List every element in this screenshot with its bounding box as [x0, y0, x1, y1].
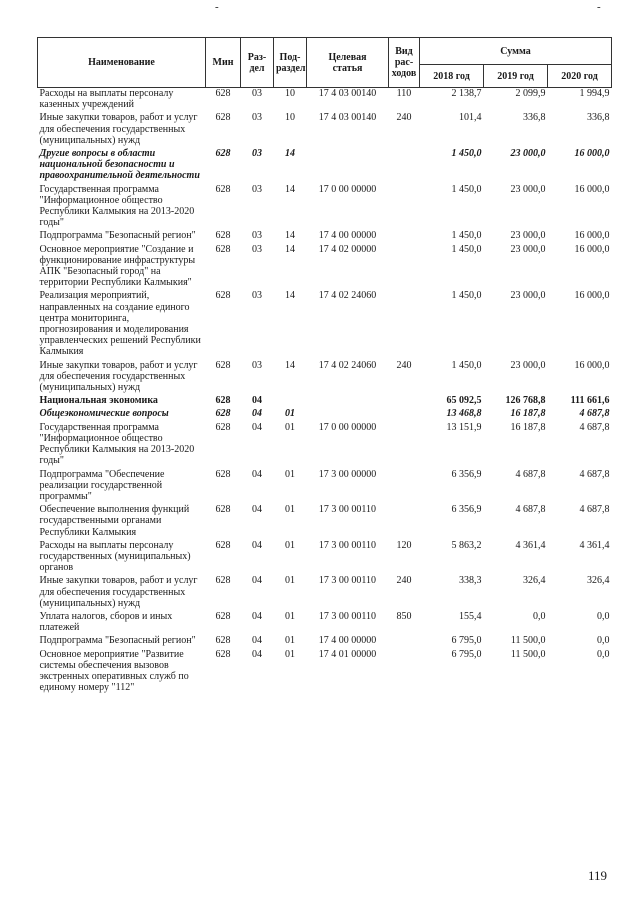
vid-cell: 850 [396, 610, 412, 622]
min-cell: 628 [215, 504, 231, 516]
sum-2020-cell: 16 000,0 [574, 148, 610, 160]
sum-2018-cell: 1 450,0 [451, 230, 482, 242]
sum-2020-cell: 336,8 [587, 112, 610, 124]
sum-2019-cell: 11 500,0 [510, 635, 546, 647]
table-row [38, 649, 612, 696]
target-cell: 17 3 00 00000 [318, 468, 377, 480]
razdel-cell: 03 [252, 290, 262, 302]
sum-2019-cell: 126 768,8 [505, 395, 546, 407]
min-cell: 628 [215, 575, 231, 587]
sum-2018-cell: 5 863,2 [451, 539, 482, 551]
sum-2020-cell: 16 000,0 [574, 183, 610, 195]
name-cell: Другие вопросы в области национальной безопасности и правоохранительной деятельности [39, 148, 200, 182]
name-cell: Общеэкономические вопросы [39, 408, 169, 420]
sum-2018-cell: 1 450,0 [451, 243, 482, 255]
target-cell: 17 4 02 24060 [318, 290, 377, 302]
name-cell: Основное мероприятие "Развитие системы обеспечения вызовов экстренных оперативных служб по единому номеру "112" [39, 648, 189, 694]
sum-2020-cell: 0,0 [597, 648, 610, 660]
table-row [38, 469, 612, 505]
target-cell: 17 3 00 00110 [318, 504, 377, 516]
sum-2018-cell: 338,3 [459, 575, 482, 587]
min-cell: 628 [215, 648, 231, 660]
sum-2020-cell: 326,4 [587, 575, 610, 587]
min-cell: 628 [215, 359, 231, 371]
table-row [38, 575, 612, 611]
podrazdel-cell [274, 395, 307, 408]
table-row [38, 408, 612, 421]
vid-cell [389, 395, 420, 408]
sum-2018-cell: 13 468,8 [446, 408, 482, 420]
target-cell: 17 0 00 00000 [318, 421, 377, 433]
table-row [38, 290, 612, 359]
table-row [38, 540, 612, 576]
page-mark-left: - [215, 1, 219, 13]
min-cell: 628 [215, 148, 231, 160]
vid-cell [389, 290, 420, 359]
razdel-cell: 03 [252, 112, 262, 124]
razdel-cell: 04 [252, 575, 262, 587]
target-cell [307, 148, 389, 184]
vid-cell [389, 422, 420, 469]
header-min: Мин [206, 38, 241, 88]
sum-2018-cell: 1 450,0 [451, 183, 482, 195]
vid-cell [389, 504, 420, 540]
min-cell: 628 [215, 112, 231, 124]
min-cell: 628 [215, 408, 231, 420]
vid-cell [389, 148, 420, 184]
target-cell: 17 4 03 00140 [318, 88, 377, 99]
razdel-cell: 03 [252, 88, 262, 99]
sum-2019-cell: 4 361,4 [515, 539, 546, 551]
name-cell: Государственная программа "Информационное общество Республики Калмыкия на 2013-2020 годы" [39, 421, 195, 467]
sum-2018-cell: 155,4 [459, 610, 482, 622]
name-cell: Иные закупки товаров, работ и услуг для обеспечения государственных (муниципальных) нужд [39, 359, 198, 394]
sum-2019-cell: 16 187,8 [510, 408, 546, 420]
header-sum: Сумма [420, 38, 612, 65]
podrazdel-cell: 10 [285, 88, 295, 99]
table-row [38, 395, 612, 408]
razdel-cell: 03 [252, 148, 262, 160]
vid-cell: 240 [396, 112, 412, 124]
podrazdel-cell: 01 [285, 421, 295, 433]
sum-2019-cell: 4 687,8 [515, 468, 546, 480]
name-cell: Основное мероприятие "Создание и функционирование инфраструктуры АПК "Безопасный город" на территории Республики Калмыкия" [39, 243, 196, 289]
name-cell: Иные закупки товаров, работ и услуг для обеспечения государственных (муниципальных) нужд [39, 112, 198, 146]
target-cell [307, 408, 389, 421]
razdel-cell: 03 [252, 183, 262, 195]
vid-cell [389, 230, 420, 243]
sum-2019-cell: 11 500,0 [510, 648, 546, 660]
sum-2019-cell: 16 187,8 [510, 421, 546, 433]
target-cell: 17 4 03 00140 [318, 112, 377, 124]
table-row [38, 244, 612, 291]
name-cell: Подпрограмма "Безопасный регион" [39, 635, 196, 647]
name-cell: Иные закупки товаров, работ и услуг для обеспечения государственных (муниципальных) нужд [39, 575, 198, 609]
name-cell: Реализация мероприятий, направленных на создание единого центра мониторинга, прогнозирования и моделирования управленческих решений Республики Калмыкия [39, 290, 201, 358]
header-name: Наименование [38, 38, 206, 88]
header-2018: 2018 год [420, 65, 484, 88]
vid-cell [389, 184, 420, 231]
target-cell: 17 4 00 00000 [318, 635, 377, 647]
sum-2019-cell: 23 000,0 [510, 148, 546, 160]
sum-2019-cell: 23 000,0 [510, 290, 546, 302]
razdel-cell: 04 [252, 408, 262, 420]
sum-2019-cell: 2 099,9 [515, 88, 546, 99]
sum-2019-cell: 23 000,0 [510, 230, 546, 242]
header-podrazdel: Под- раздел [274, 38, 307, 88]
sum-2019-cell: 23 000,0 [510, 183, 546, 195]
razdel-cell: 04 [252, 610, 262, 622]
table-row [38, 422, 612, 469]
podrazdel-cell: 01 [285, 408, 295, 420]
sum-2019-cell: 23 000,0 [510, 359, 546, 371]
sum-2019-cell: 326,4 [523, 575, 546, 587]
razdel-cell: 04 [252, 468, 262, 480]
target-cell: 17 3 00 00110 [318, 539, 377, 551]
min-cell: 628 [215, 610, 231, 622]
razdel-cell: 04 [252, 395, 262, 407]
min-cell: 628 [215, 539, 231, 551]
sum-2020-cell: 4 687,8 [579, 504, 610, 516]
table-row [38, 230, 612, 243]
vid-cell [389, 649, 420, 696]
header-vid: Вид рас- ходов [389, 38, 420, 88]
vid-cell: 120 [396, 539, 412, 551]
table-row [38, 112, 612, 148]
sum-2020-cell: 16 000,0 [574, 290, 610, 302]
sum-2020-cell: 16 000,0 [574, 243, 610, 255]
podrazdel-cell: 01 [285, 539, 295, 551]
sum-2019-cell: 23 000,0 [510, 243, 546, 255]
razdel-cell: 03 [252, 230, 262, 242]
sum-2018-cell: 6 795,0 [451, 635, 482, 647]
target-cell: 17 4 02 00000 [318, 243, 377, 255]
min-cell: 628 [215, 290, 231, 302]
vid-cell [389, 635, 420, 648]
sum-2020-cell: 4 687,8 [579, 421, 610, 433]
page-number: 119 [588, 868, 608, 883]
vid-cell [389, 469, 420, 505]
podrazdel-cell: 14 [285, 359, 295, 371]
sum-2020-cell: 111 661,6 [570, 395, 610, 407]
vid-cell: 240 [396, 575, 412, 587]
razdel-cell: 04 [252, 539, 262, 551]
page-mark-right: - [597, 1, 601, 13]
podrazdel-cell: 01 [285, 504, 295, 516]
min-cell: 628 [215, 230, 231, 242]
razdel-cell: 04 [252, 648, 262, 660]
name-cell: Уплата налогов, сборов и иных платежей [39, 610, 173, 634]
sum-2018-cell: 6 356,9 [451, 468, 482, 480]
header-2019: 2019 год [484, 65, 548, 88]
min-cell: 628 [215, 88, 231, 99]
table-row [38, 611, 612, 635]
min-cell: 628 [215, 635, 231, 647]
name-cell: Обеспечение выполнения функций государственными органами Республики Калмыкия [39, 504, 190, 538]
header-target: Целевая статья [307, 38, 389, 88]
vid-cell [389, 244, 420, 291]
name-cell: Национальная экономика [39, 395, 158, 407]
sum-2019-cell: 336,8 [523, 112, 546, 124]
podrazdel-cell: 14 [285, 243, 295, 255]
sum-2018-cell: 6 795,0 [451, 648, 482, 660]
sum-2018-cell: 2 138,7 [451, 88, 482, 99]
sum-2019-cell: 0,0 [533, 610, 546, 622]
razdel-cell: 03 [252, 359, 262, 371]
target-cell: 17 4 01 00000 [318, 648, 377, 660]
vid-cell: 110 [396, 88, 412, 99]
sum-2018-cell: 1 450,0 [451, 290, 482, 302]
header-razdel: Раз- дел [241, 38, 274, 88]
target-cell [307, 395, 389, 408]
podrazdel-cell: 14 [285, 290, 295, 302]
sum-2018-cell: 1 450,0 [451, 148, 482, 160]
name-cell: Расходы на выплаты персоналу казенных учреждений [39, 88, 174, 111]
podrazdel-cell: 14 [285, 230, 295, 242]
table-row [38, 504, 612, 540]
sum-2020-cell: 1 994,9 [579, 88, 610, 99]
sum-2018-cell: 6 356,9 [451, 504, 482, 516]
min-cell: 628 [215, 395, 231, 407]
target-cell: 17 4 02 24060 [318, 359, 377, 371]
vid-cell [389, 408, 420, 421]
target-cell: 17 3 00 00110 [318, 575, 377, 587]
table-row [38, 360, 612, 396]
podrazdel-cell: 01 [285, 610, 295, 622]
vid-cell: 240 [396, 359, 412, 371]
podrazdel-cell: 14 [285, 183, 295, 195]
podrazdel-cell: 01 [285, 575, 295, 587]
razdel-cell: 03 [252, 243, 262, 255]
razdel-cell: 04 [252, 421, 262, 433]
table-row [38, 635, 612, 648]
sum-2020-cell: 4 687,8 [579, 408, 610, 420]
header-2020: 2020 год [548, 65, 612, 88]
budget-table [37, 37, 612, 695]
min-cell: 628 [215, 421, 231, 433]
min-cell: 628 [215, 468, 231, 480]
podrazdel-cell: 01 [285, 648, 295, 660]
name-cell: Государственная программа "Информационное общество Республики Калмыкия на 2013-2020 годы" [39, 183, 195, 229]
table-row [38, 148, 612, 184]
table-body [38, 88, 612, 696]
sum-2019-cell: 4 687,8 [515, 504, 546, 516]
sum-2018-cell: 1 450,0 [451, 359, 482, 371]
target-cell: 17 4 00 00000 [318, 230, 377, 242]
table-row [38, 88, 612, 113]
sum-2020-cell: 0,0 [597, 610, 610, 622]
min-cell: 628 [215, 243, 231, 255]
table-row [38, 184, 612, 231]
podrazdel-cell: 01 [285, 468, 295, 480]
podrazdel-cell: 14 [285, 148, 295, 160]
podrazdel-cell: 01 [285, 635, 295, 647]
sum-2018-cell: 13 151,9 [446, 421, 482, 433]
sum-2018-cell: 101,4 [459, 112, 482, 124]
sum-2020-cell: 4 361,4 [579, 539, 610, 551]
sum-2020-cell: 0,0 [597, 635, 610, 647]
sum-2020-cell: 16 000,0 [574, 359, 610, 371]
target-cell: 17 3 00 00110 [318, 610, 377, 622]
name-cell: Подпрограмма "Безопасный регион" [39, 230, 196, 242]
razdel-cell: 04 [252, 504, 262, 516]
name-cell: Подпрограмма "Обеспечение реализации государственной программы" [39, 468, 165, 502]
sum-2020-cell: 4 687,8 [579, 468, 610, 480]
podrazdel-cell: 10 [285, 112, 295, 124]
name-cell: Расходы на выплаты персоналу государственных (муниципальных) органов [39, 539, 191, 574]
sum-2020-cell: 16 000,0 [574, 230, 610, 242]
min-cell: 628 [215, 183, 231, 195]
sum-2018-cell: 65 092,5 [446, 395, 482, 407]
target-cell: 17 0 00 00000 [318, 183, 377, 195]
razdel-cell: 04 [252, 635, 262, 647]
